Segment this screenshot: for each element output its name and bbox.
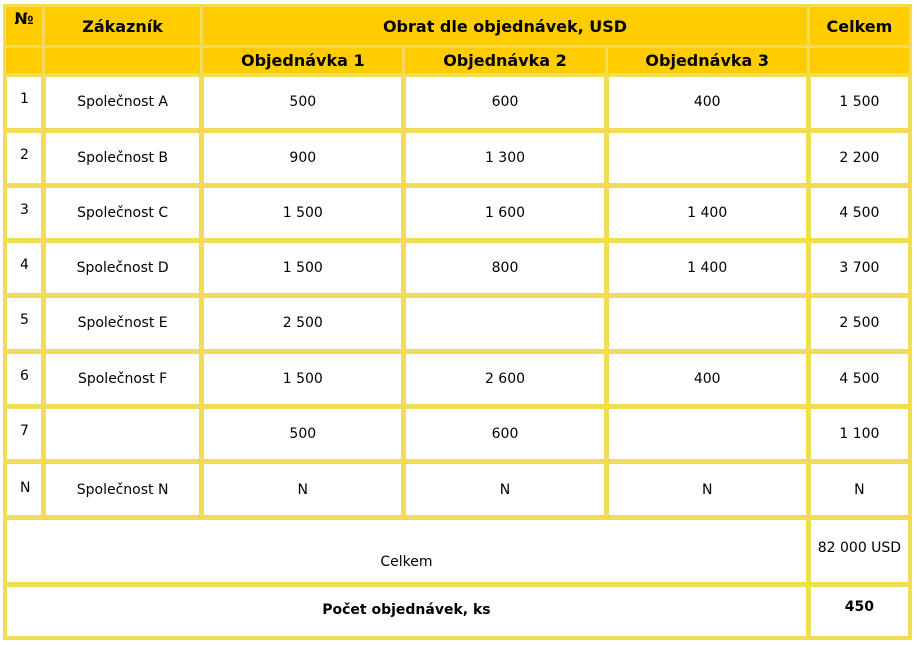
customer-cell: Společnost N xyxy=(45,463,200,516)
customer-cell: Společnost D xyxy=(45,242,200,294)
orders-table xyxy=(3,4,912,640)
row-total-cell: 4 500 xyxy=(810,353,909,405)
header-total: Celkem xyxy=(810,7,909,45)
table-row xyxy=(6,242,909,294)
row-total-cell: 2 200 xyxy=(810,132,909,184)
header-order-1: Objednávka 1 xyxy=(203,48,402,73)
order-3-cell: 400 xyxy=(608,76,807,128)
customer-cell: Společnost B xyxy=(45,132,200,184)
row-total-cell: 2 500 xyxy=(810,297,909,349)
order-1-cell: 1 500 xyxy=(203,242,402,294)
row-number: 2 xyxy=(6,132,42,184)
customer-cell: Společnost F xyxy=(45,353,200,405)
table-row xyxy=(6,463,909,516)
order-1-cell: 500 xyxy=(203,76,402,128)
header-row-2 xyxy=(6,48,909,73)
table-row xyxy=(6,353,909,405)
row-number: N xyxy=(6,463,42,516)
header-total-blank xyxy=(810,48,909,73)
order-1-cell: 1 500 xyxy=(203,187,402,239)
order-3-cell xyxy=(608,408,807,460)
order-3-cell: 400 xyxy=(608,353,807,405)
table-row xyxy=(6,408,909,460)
header-customer-blank xyxy=(45,48,200,73)
row-total-cell: 3 700 xyxy=(810,242,909,294)
row-number: 1 xyxy=(6,76,42,128)
order-3-cell: N xyxy=(608,463,807,516)
count-row xyxy=(6,586,909,637)
row-number: 6 xyxy=(6,353,42,405)
customer-cell: Společnost C xyxy=(45,187,200,239)
header-turnover: Obrat dle objednávek, USD xyxy=(203,7,807,45)
order-3-cell xyxy=(608,297,807,349)
order-2-cell: N xyxy=(405,463,604,516)
order-2-cell: 800 xyxy=(405,242,604,294)
order-3-cell xyxy=(608,132,807,184)
order-1-cell: N xyxy=(203,463,402,516)
header-number-blank xyxy=(6,48,42,73)
order-2-cell: 2 600 xyxy=(405,353,604,405)
row-total-cell: 1 100 xyxy=(810,408,909,460)
header-row-1 xyxy=(6,7,909,45)
row-number: 3 xyxy=(6,187,42,239)
orders-table-frame xyxy=(3,4,912,640)
order-1-cell: 500 xyxy=(203,408,402,460)
table-row xyxy=(6,187,909,239)
customer-cell: Společnost E xyxy=(45,297,200,349)
total-row xyxy=(6,519,909,582)
row-total-cell: 4 500 xyxy=(810,187,909,239)
table-row xyxy=(6,132,909,184)
row-number: 5 xyxy=(6,297,42,349)
row-number: 4 xyxy=(6,242,42,294)
header-order-2: Objednávka 2 xyxy=(405,48,604,73)
row-total-cell: N xyxy=(810,463,909,516)
order-count-label: Počet objednávek, ks xyxy=(6,586,807,637)
order-3-cell: 1 400 xyxy=(608,187,807,239)
order-2-cell: 1 300 xyxy=(405,132,604,184)
order-1-cell: 900 xyxy=(203,132,402,184)
header-number: № xyxy=(6,7,42,45)
header-customer: Zákazník xyxy=(45,7,200,45)
order-2-cell xyxy=(405,297,604,349)
header-order-3: Objednávka 3 xyxy=(608,48,807,73)
table-row xyxy=(6,76,909,128)
order-3-cell: 1 400 xyxy=(608,242,807,294)
row-number: 7 xyxy=(6,408,42,460)
order-1-cell: 1 500 xyxy=(203,353,402,405)
table-row xyxy=(6,297,909,349)
order-1-cell: 2 500 xyxy=(203,297,402,349)
order-2-cell: 1 600 xyxy=(405,187,604,239)
customer-cell: Společnost A xyxy=(45,76,200,128)
customer-cell xyxy=(45,408,200,460)
order-2-cell: 600 xyxy=(405,408,604,460)
row-total-cell: 1 500 xyxy=(810,76,909,128)
grand-total-value: 82 000 USD xyxy=(810,519,909,582)
order-2-cell: 600 xyxy=(405,76,604,128)
grand-total-label: Celkem xyxy=(6,519,807,582)
order-count-value: 450 xyxy=(810,586,909,637)
